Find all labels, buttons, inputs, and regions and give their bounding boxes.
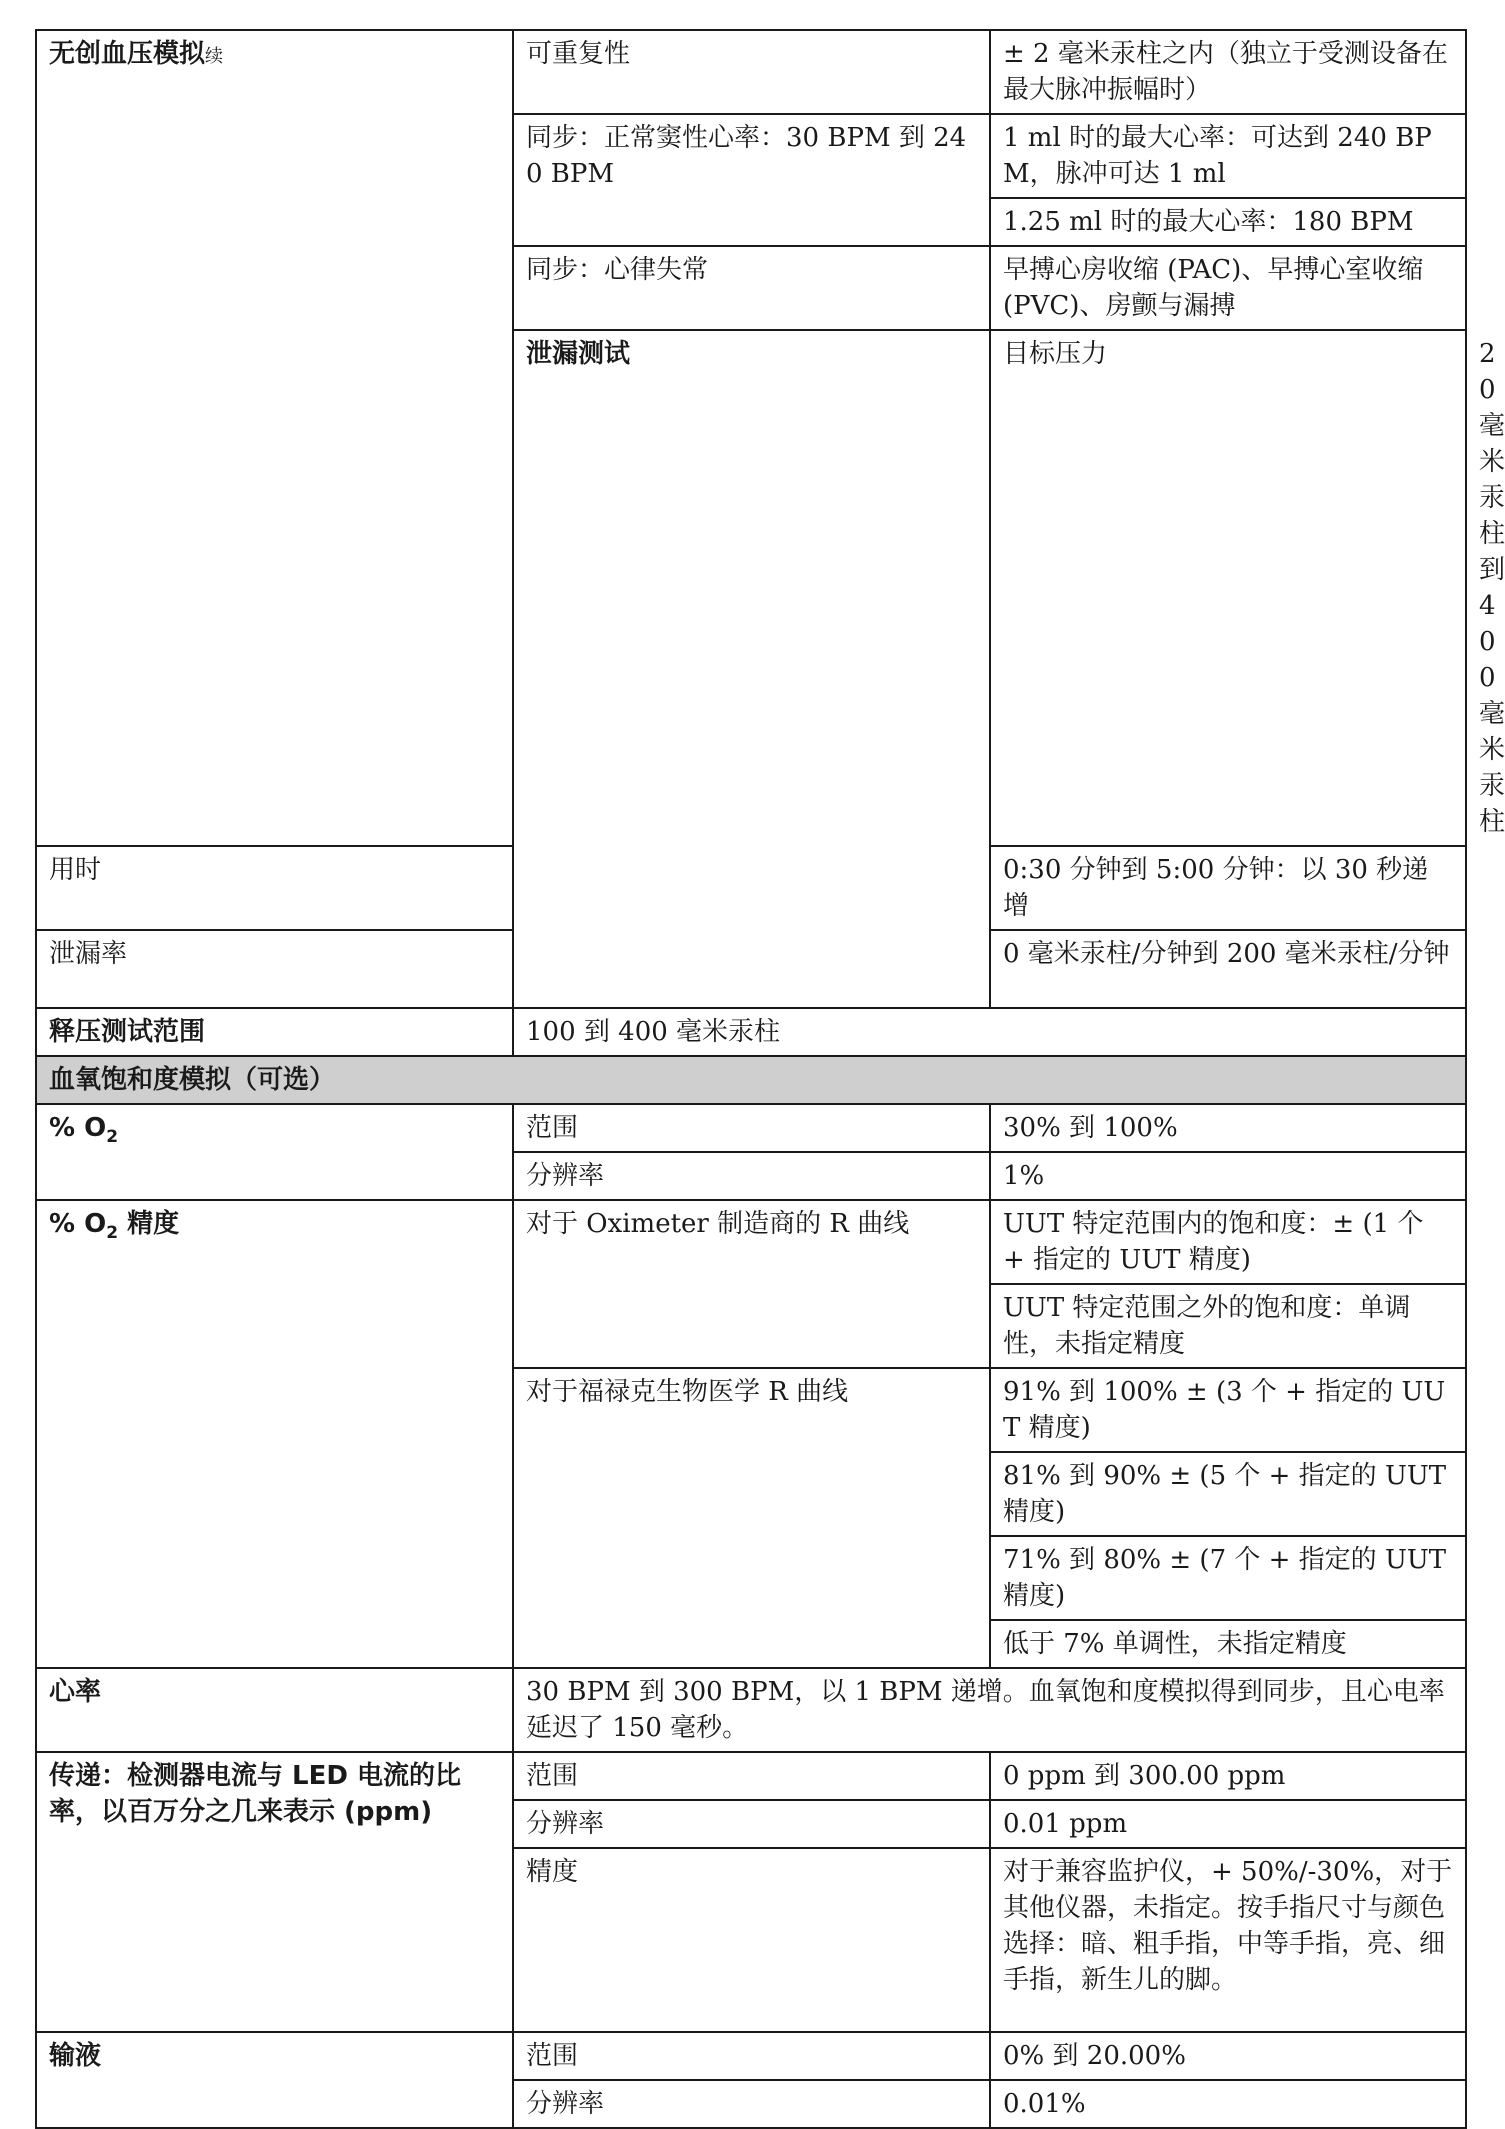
param-cell: 范围 bbox=[513, 2032, 990, 2080]
value-cell: 对于兼容监护仪，+ 50%/-30%，对于其他仪器，未指定。按手指尺寸与颜色选择：暗、粗手指，中等手指，亮、细手指，新生儿的脚。 bbox=[990, 1848, 1466, 2032]
heart-rate-label: 心率 bbox=[36, 1668, 513, 1752]
value-cell: ± 2 毫米汞柱之内（独立于受测设备在最大脉冲振幅时） bbox=[990, 30, 1466, 114]
o2-label-cell bbox=[36, 1104, 513, 1200]
section-title: 血氧饱和度模拟（可选） bbox=[36, 1056, 1466, 1104]
table-row bbox=[36, 1008, 1466, 1056]
value-cell: 1.25 ml 时的最大心率：180 BPM bbox=[990, 198, 1466, 246]
param-cell: 对于 Oximeter 制造商的 R 曲线 bbox=[513, 1200, 990, 1368]
transmission-label: 传递：检测器电流与 LED 电流的比率，以百万分之几来表示 (ppm) bbox=[36, 1752, 513, 2032]
spec-table bbox=[35, 29, 1505, 2129]
value-cell: UUT 特定范围之外的饱和度：单调性，未指定精度 bbox=[990, 1284, 1466, 1368]
value-cell: 1% bbox=[990, 1152, 1466, 1200]
value-cell: UUT 特定范围内的饱和度：± (1 个 + 指定的 UUT 精度) bbox=[990, 1200, 1466, 1284]
value-cell: 81% 到 90% ± (5 个 + 指定的 UUT 精度) bbox=[990, 1452, 1466, 1536]
table-row bbox=[36, 2032, 1466, 2080]
value-cell: 低于 7% 单调性，未指定精度 bbox=[990, 1620, 1466, 1668]
value-cell: 30 BPM 到 300 BPM，以 1 BPM 递增。血氧饱和度模拟得到同步，且心电率延迟了 150 毫秒。 bbox=[513, 1668, 1466, 1752]
param-cell: 泄漏率 bbox=[36, 930, 513, 1008]
o2-accuracy-label-suffix: 精度 bbox=[118, 1209, 180, 1239]
value-cell: 0.01% bbox=[990, 2080, 1466, 2128]
param-cell: 分辨率 bbox=[513, 2080, 990, 2128]
param-cell: 用时 bbox=[36, 846, 513, 930]
section-header-row bbox=[36, 1056, 1466, 1104]
o2-accuracy-label: % O bbox=[49, 1209, 107, 1239]
value-cell: 0 ppm 到 300.00 ppm bbox=[990, 1752, 1466, 1800]
o2-accuracy-subscript: 2 bbox=[106, 1223, 119, 1243]
table-row bbox=[36, 1104, 1466, 1152]
param-cell: 同步：心律失常 bbox=[513, 246, 990, 330]
o2-label: % O bbox=[49, 1113, 107, 1143]
table-row bbox=[36, 1200, 1466, 1284]
value-cell: 0 毫米汞柱/分钟到 200 毫米汞柱/分钟 bbox=[990, 930, 1466, 1008]
value-cell: 91% 到 100% ± (3 个 + 指定的 UUT 精度) bbox=[990, 1368, 1466, 1452]
value-cell: 100 到 400 毫米汞柱 bbox=[513, 1008, 1466, 1056]
value-cell: 早搏心房收缩 (PAC)、早搏心室收缩 (PVC)、房颤与漏搏 bbox=[990, 246, 1466, 330]
relief-test-label: 释压测试范围 bbox=[36, 1008, 513, 1056]
param-cell: 分辨率 bbox=[513, 1152, 990, 1200]
param-cell: 对于福禄克生物医学 R 曲线 bbox=[513, 1368, 990, 1668]
value-cell: 71% 到 80% ± (7 个 + 指定的 UUT 精度) bbox=[990, 1536, 1466, 1620]
table-row bbox=[36, 30, 1466, 114]
leak-test-label: 泄漏测试 bbox=[513, 330, 990, 1008]
infusion-label: 输液 bbox=[36, 2032, 513, 2128]
param-cell: 同步：正常窦性心率：30 BPM 到 240 BPM bbox=[513, 114, 990, 246]
param-cell: 精度 bbox=[513, 1848, 990, 2032]
param-cell: 可重复性 bbox=[513, 30, 990, 114]
param-cell: 范围 bbox=[513, 1104, 990, 1152]
nibp-label-suffix: 续 bbox=[205, 46, 224, 67]
param-cell: 分辨率 bbox=[513, 1800, 990, 1848]
value-cell: 0.01 ppm bbox=[990, 1800, 1466, 1848]
value-cell: 0% 到 20.00% bbox=[990, 2032, 1466, 2080]
table-row: 泄漏测试 目标压力 20 毫米汞柱到 400 毫米汞柱 bbox=[36, 330, 1466, 846]
value-cell: 0:30 分钟到 5:00 分钟：以 30 秒递增 bbox=[990, 846, 1466, 930]
param-cell: 范围 bbox=[513, 1752, 990, 1800]
nibp-label-cell bbox=[36, 30, 513, 846]
value-cell: 30% 到 100% bbox=[990, 1104, 1466, 1152]
o2-accuracy-label-cell bbox=[36, 1200, 513, 1668]
table-row bbox=[36, 1668, 1466, 1752]
o2-subscript: 2 bbox=[106, 1127, 119, 1147]
nibp-label: 无创血压模拟 bbox=[49, 39, 206, 69]
table-row bbox=[36, 1752, 1466, 1800]
param-cell: 目标压力 bbox=[990, 330, 1466, 846]
value-cell: 1 ml 时的最大心率：可达到 240 BPM，脉冲可达 1 ml bbox=[990, 114, 1466, 198]
